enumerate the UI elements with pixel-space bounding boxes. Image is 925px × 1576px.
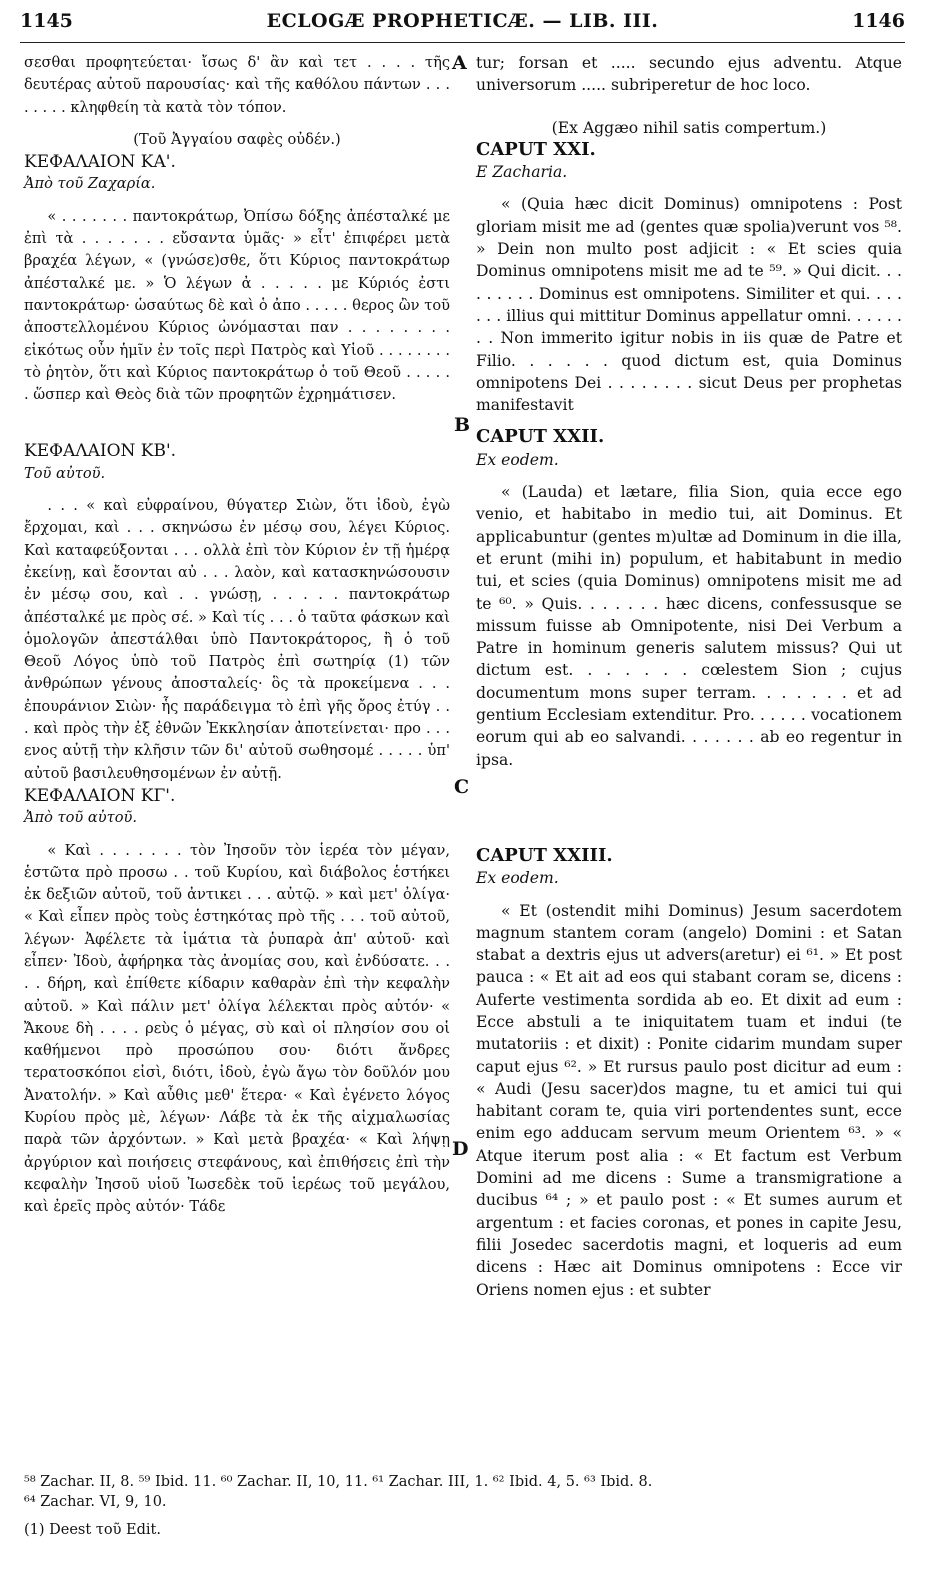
- latin-chapter-21-text: « (Quia hæc dicit Dominus) omnipotens : Post gloriam misit me ad (gentes quæ spolia)verunt vos ⁵⁸. » Dein non multo post adjicit : « Et scies quia Dominus omnipotens misit me ad te ⁵⁹. » Qui dicit. . . . . . . . . Dominus est omnipotens. Similiter et qui. . . . . . . illius qui mittitur Dominus appellatur omni. . . . . . . . Non immerito igitur nobis in iis quæ de Patre et Filio. . . . . . quod dictum est, quia Dominus omnipotens Dei . . . . . . . . sicut Deus per prophetas manifestavit: [476, 195, 902, 415]
- footnotes: [24, 1472, 904, 1512]
- greek-chapter-21-title: ΚΕΦΑΛΑΙΟΝ ΚΑ'.: [24, 152, 176, 173]
- greek-chapter-21-text: « . . . . . . . παντοκράτωρ, Ὀπίσω δόξης ἀπέσταλκέ με ἐπὶ τὰ . . . . . . . εὔσαντα ὑμᾶς· » εἶτ' ἐπιφέρει μετὰ βραχέα λέγων, « (γνώσε)σθε, ὅτι Κύριος παντοκράτωρ ἀπέσταλκέ με. » Ὁ λέγων ἀ . . . . . με Κύριός ἐστι παντοκράτωρ· ὡσαύτως δὲ καὶ ὁ ἀπο . . . . . θερος ὢν τοῦ ἀποστελλομένου Κύριος ὠνόμασται παν . . . . . . . . εἰκότως οὖν ἡμῖν ἐν τοῖς περὶ Πατρὸς καὶ Υἱοῦ . . . . . . . . τὸ ῥητὸν, ὅτι καὶ Κύριος παντοκράτωρ ὁ τοῦ Θεοῦ . . . . . . ὥσπερ καὶ Θεὸς διὰ τῶν προφητῶν ἐχρημάτισεν.: [24, 207, 450, 404]
- latin-chapter-23-subtitle: Ex eodem.: [476, 869, 559, 888]
- greek-chapter-23-title: ΚΕΦΑΛΑΙΟΝ ΚΓ'.: [24, 785, 176, 806]
- margin-letter-a: A: [452, 52, 467, 74]
- greek-column: [24, 52, 450, 1219]
- greek-aggaeus-note: (Τοῦ Ἀγγαίου σαφὲς οὐδέν.): [133, 130, 341, 148]
- latin-intro: tur; forsan et ..... secundo ejus adventu. Atque universorum ..... subriperetur de hoc loco.: [476, 54, 902, 95]
- latin-chapter-22-subtitle: Ex eodem.: [476, 450, 559, 469]
- margin-letter-d: D: [452, 1138, 469, 1160]
- editorial-note: (1) Deest τοῦ Edit.: [24, 1522, 161, 1538]
- margin-letter-c: C: [454, 776, 470, 798]
- greek-chapter-23-text: « Καὶ . . . . . . . τὸν Ἰησοῦν τὸν ἱερέα τὸν μέγαν, ἑστῶτα πρὸ προσω . . τοῦ Κυρίου, καὶ διάβολος ἑστήκει ἐκ δεξιῶν αὐτοῦ, τοῦ ἀντικει . . . αὐτῷ. » καὶ μετ' ὀλίγα· « Καὶ εἶπεν πρὸς τοὺς ἑστηκότας πρὸ τῆς . . . τοῦ αὐτοῦ, λέγων· Ἀφέλετε τὰ ἱμάτια τὰ ῥυπαρὰ ἀπ' αὐτοῦ· καὶ εἶπεν· Ἰδοὺ, ἀφήρηκα τὰς ἀνομίας σου, καὶ ἐνδύσατε. . . . . δήρη, καὶ ἐπίθετε κίδαριν καθαρὰν ἐπὶ τὴν κεφαλὴν αὐτοῦ. » Καὶ πάλιν μετ' ὀλίγα λέλεκται πρὸς αὐτόν· « Ἄκουε δὴ . . . . ρεὺς ὁ μέγας, σὺ καὶ οἱ πλησίον σου οἱ καθήμενοι πρὸ προσώπου σου· διότι ἄνδρες τερατοσκόποι εἰσὶ, διότι, ἰδοὺ, ἐγὼ ἄγω τὸν δοῦλόν μου Ἀνατολήν. » Καὶ αὖθις μεθ' ἕτερα· « Καὶ ἐγένετο λόγος Κυρίου πρὸς μὲ, λέγων· Λάβε τὰ ἐκ τῆς αἰχμαλωσίας παρὰ τῶν ἀρχόντων. » Καὶ μετὰ βραχέα· « Καὶ λήψῃ ἀργύριον καὶ ποιήσεις στεφάνους, καὶ ἐπιθήσεις ἐπὶ τὴν κεφαλὴν Ἰησοῦ υἱοῦ Ἰωσεδὲκ τοῦ ἱερέως τοῦ μεγάλου, καὶ ἐρεῖς πρὸς αὐτόν· Τάδε: [24, 841, 450, 1216]
- latin-chapter-22-title: CAPUT XXII.: [476, 426, 605, 448]
- latin-chapter-23-title: CAPUT XXIII.: [476, 844, 613, 866]
- running-title: ECLOGÆ PROPHETICÆ. — LIB. III.: [266, 10, 659, 32]
- footnote-line-2: ⁶⁴ Zachar. VI, 9, 10.: [24, 1494, 167, 1510]
- page-number-right: 1146: [852, 10, 905, 32]
- latin-chapter-23-text: « Et (ostendit mihi Dominus) Jesum sacerdotem magnum stantem coram (angelo) Domini : et Satan stabat a dextris ejus ut advers(aretur) ei ⁶¹. » Et post pauca : « Et ait ad eos qui stabant coram se, dicens : Auferte vestimenta sordida ab eo. Et dixit ad eum : Ecce abstuli a te iniquitatem tuam et indui (te mutatoriis : et dixit) : Ponite cidarim mundam super caput ejus ⁶². » Et rursus paulo post dicitur ad eum : « Audi (Jesu sacer)dos magne, tu et amici tui qui habitant coram te, quia viri portendentes sunt, ecce enim ego adducam servum meum Orientem ⁶³. » « Atque iterum post alia : « Et factum est Verbum Domini ad me dicens : Sume a transmigratione a ducibus ⁶⁴ ; » et paulo post : « Et sumes aurum et argentum : et facies coronas, et pones in capite Jesu, filii Josedec sacerdotis magni, et loqueris ad eum dicens : Hæc ait Dominus omnipotens : Ecce vir Oriens nomen ejus : et subter: [476, 901, 902, 1299]
- latin-chapter-21-title: CAPUT XXI.: [476, 138, 596, 160]
- greek-chapter-22-title: ΚΕΦΑΛΑΙΟΝ ΚΒ'.: [24, 441, 177, 462]
- greek-chapter-22-text: . . . « καὶ εὐφραίνου, θύγατερ Σιὼν, ὅτι ἰδοὺ, ἐγὼ ἔρχομαι, καὶ . . . σκηνώσω ἐν μέσῳ σου, λέγει Κύριος. Καὶ καταφεύξονται . . . ολλὰ ἐπὶ τὸν Κύριον ἐν τῇ ἡμέρᾳ ἐκείνῃ, καὶ ἔσονται αὐ . . . λαὸν, καὶ κατασκηνώσουσιν ἐν μέσῳ σου, καὶ . . γνώσῃ, . . . . . παντοκράτωρ ἀπέσταλκέ με πρὸς σέ. » Καὶ τίς . . . ὁ ταῦτα φάσκων καὶ ὁμολογῶν ἀπεστάλθαι ὑπὸ Παντοκράτορος, ἢ ὁ τοῦ Θεοῦ Λόγος ὑπὸ τοῦ Πατρὸς ἐπὶ σωτηρίᾳ (1) τῶν ἀνθρώπων γένους ἀποσταλείς· ὃς τὰ προκείμενα . . . ἐπουράνιον Σιὼν· ἧς παράδειγμα τὸ ἐπὶ γῆς ὄρος ἐτύγ . . . καὶ πρὸς τὴν ἐξ ἐθνῶν Ἐκκλησίαν ἀποτείνεται· προ . . . ενος αὐτῇ τὴν κλῆσιν τῶν δι' αὐτοῦ σωθησομέ . . . . . ὑπ' αὐτοῦ βασιλευθησομένων ἐν αὐτῇ.: [24, 497, 450, 782]
- page-number-left: 1145: [20, 10, 73, 32]
- page-header: [20, 10, 905, 40]
- greek-chapter-21-subtitle: Ἀπὸ τοῦ Ζαχαρία.: [24, 175, 156, 193]
- greek-chapter-23-subtitle: Ἀπὸ τοῦ αὐτοῦ.: [24, 809, 138, 827]
- latin-chapter-22-text: « (Lauda) et lætare, filia Sion, quia ecce ego venio, et habitabo in medio tui, ait Dominus. Et applicabuntur (gentes m)ultæ ad Dominum in die illa, et erunt (mihi in) populum, et habitabunt in medio tui, et scies (quia Dominus) omnipotens misit me ad te ⁶⁰. » Quis. . . . . . . hæc dicens, confessusque se missum fuisse ab Omnipotente, nisi Dei Verbum a Patre in hominum generis salutem missus? Qui ut dictum est. . . . . . . cœlestem Sion ; cujus documentum mons super terram. . . . . . . et ad gentium Ecclesiam extenditur. Pro. . . . . . vocationem eorum qui ab eo salvandi. . . . . . . ab eo regentur in ipsa.: [476, 483, 902, 769]
- greek-intro: σεσθαι προφητεύεται· ἴσως δ' ἂν καὶ τετ . . . . τῆς δευτέρας αὐτοῦ παρουσίας· καὶ τῆς καθόλου πάντων . . . . . . . . κληφθείη τὰ κατὰ τὸν τόπον.: [24, 54, 450, 116]
- header-rule: [20, 42, 905, 43]
- latin-chapter-21-subtitle: E Zacharia.: [476, 163, 568, 182]
- latin-aggaeus-note: (Ex Aggæo nihil satis compertum.): [551, 118, 827, 137]
- footnote-line-1: ⁵⁸ Zachar. II, 8. ⁵⁹ Ibid. 11. ⁶⁰ Zachar. II, 10, 11. ⁶¹ Zachar. III, 1. ⁶² Ibid. 4, 5. ⁶³ Ibid. 8.: [24, 1474, 653, 1490]
- latin-column: [476, 52, 902, 1301]
- greek-chapter-22-subtitle: Τοῦ αὐτοῦ.: [24, 464, 106, 482]
- margin-letter-b: B: [454, 414, 471, 436]
